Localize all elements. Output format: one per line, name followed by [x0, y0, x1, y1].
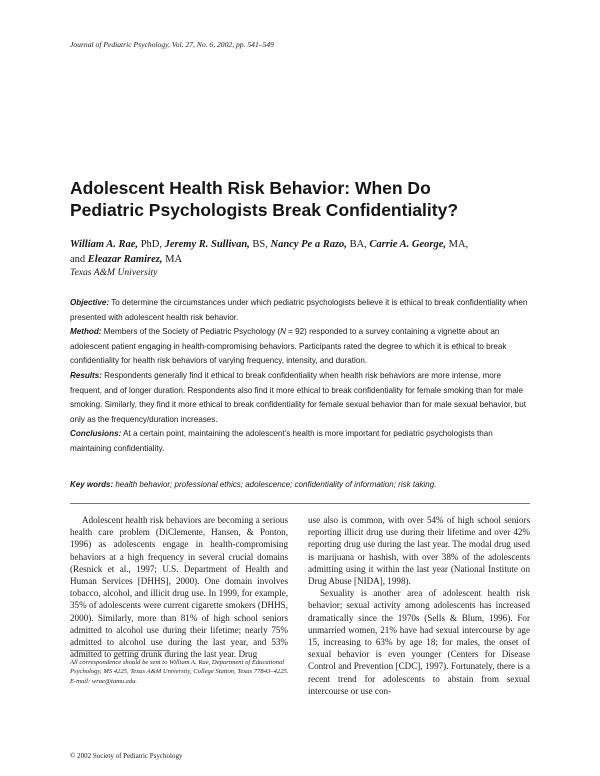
- author-name: Eleazar Ramirez,: [87, 253, 163, 265]
- author-list: [70, 238, 540, 267]
- affiliation: Texas A&M University: [70, 267, 158, 278]
- objective-label: Objective:: [70, 298, 110, 307]
- article-title: [70, 178, 540, 221]
- author-degree: PhD,: [138, 239, 165, 250]
- author-name: William A. Rae,: [70, 239, 139, 250]
- title-line-1: Adolescent Health Risk Behavior: When Do: [70, 178, 431, 198]
- conclusions-text: At a certain point, maintaining the adolescent’s health is more important for pediatric psychologists than maintaining confidentiality.: [70, 429, 493, 453]
- method-label: Method:: [70, 327, 102, 337]
- body-column-right: [308, 514, 530, 697]
- author-degree: MA,: [446, 239, 469, 250]
- journal-citation: Journal of Pediatric Psychology, Vol. 27, No. 6, 2002, pp. 541–549: [70, 40, 274, 49]
- abstract-method: [70, 325, 530, 369]
- method-text: = 92) responded to a survey containing a vignette about an adolescent patient engaging in health-compromising behaviors. Participants rated the degree to which it is ethical to break confidentiality for health risk behaviors of varying frequency, intensity, and duration.: [70, 327, 507, 366]
- sample-size-symbol: N: [280, 327, 286, 337]
- footnote-divider: [70, 650, 170, 651]
- section-divider: [70, 503, 530, 504]
- title-line-2: Pediatric Psychologists Break Confidentiality?: [70, 199, 459, 220]
- method-text: Members of the Society of Pediatric Psychology (: [101, 327, 281, 337]
- body-paragraph: Sexuality is another area of adolescent health risk behavior; sexual activity among adolescents has increased dramatically since the 1970s (Sells & Blum, 1996). For unmarried women, 21% have had sexual intercourse by age 15, increasing to 63% by age 18; for males, the onset of sexual behavior is even younger (Centers for Disease Control and Prevention [CDC], 1997). Fortunately, there is a recent trend for adolescents to abstain from sexual intercourse or use con-: [308, 588, 530, 696]
- author-degree: BS,: [249, 239, 271, 250]
- keywords-value: health behavior; professional ethics; adolescence; confidentiality of information; risk taking.: [113, 480, 437, 489]
- conclusions-label: Conclusions:: [70, 429, 122, 439]
- keywords-label: Key words:: [70, 480, 114, 489]
- author-name: Nancy Pe a Razo,: [270, 239, 347, 250]
- copyright-notice: © 2002 Society of Pediatric Psychology: [70, 752, 183, 760]
- authors-and: and: [70, 253, 88, 265]
- body-paragraph: use also is common, with over 54% of high school seniors reporting illicit drug use during their lifetime and over 42% reporting drug use during the last year. The modal drug used is marijuana or hashish, with over 38% of the adolescents admitting using it within the last year (National Institute on Drug Abuse [NIDA], 1998).: [308, 515, 530, 587]
- author-name: Jeremy R. Sullivan,: [164, 239, 250, 250]
- author-name: Carrie A. George,: [369, 239, 447, 250]
- author-degree: BA,: [346, 239, 370, 250]
- keywords: [70, 480, 530, 489]
- results-label: Results:: [70, 370, 102, 380]
- abstract-conclusions: [70, 427, 530, 456]
- results-text: Respondents generally find it ethical to break confidentiality when health risk behaviors are more intense, more frequent, and of longer duration. Respondents also find it more ethical to break confidentiality for female smoking than for male smoking. Similarly, they find it more ethical to break confidentiality for female sexual behavior than for male sexual behavior, but only as the frequency/duration increases.: [70, 370, 527, 424]
- author-degree: MA: [162, 253, 183, 265]
- abstract: [70, 296, 530, 457]
- abstract-objective: [70, 296, 530, 325]
- body-column-left: [70, 514, 288, 660]
- body-paragraph: Adolescent health risk behaviors are becoming a serious health care problem (DiClemente, Hansen, & Ponton, 1996) as adolescents engage in health-compromising behaviors at a high frequency in several crucial domains (Resnick et al., 1997; U.S. Department of Health and Human Services [DHHS], 2000). One domain involves tobacco, alcohol, and illicit drug use. In 1999, for example, 35% of adolescents were current cigarette smokers (DHHS, 2000). Similarly, more than 81% of high school seniors admitted to alcohol use during their lifetime; nearly 75% admitted to alcohol use during the last year, and 53% admitted to getting drunk during the last year. Drug: [70, 515, 288, 660]
- objective-text: To determine the circumstances under which pediatric psychologists believe it is ethical to break confidentiality when presented with adolescent health risk behavior.: [70, 298, 528, 322]
- correspondence-footnote: All correspondence should be sent to William A. Rae, Department of Educational Psychology, MS 4225, Texas A&M University, College Station, Texas 77843–4225. E-mail: wrae@tamu.edu.: [70, 659, 289, 685]
- abstract-results: [70, 369, 530, 427]
